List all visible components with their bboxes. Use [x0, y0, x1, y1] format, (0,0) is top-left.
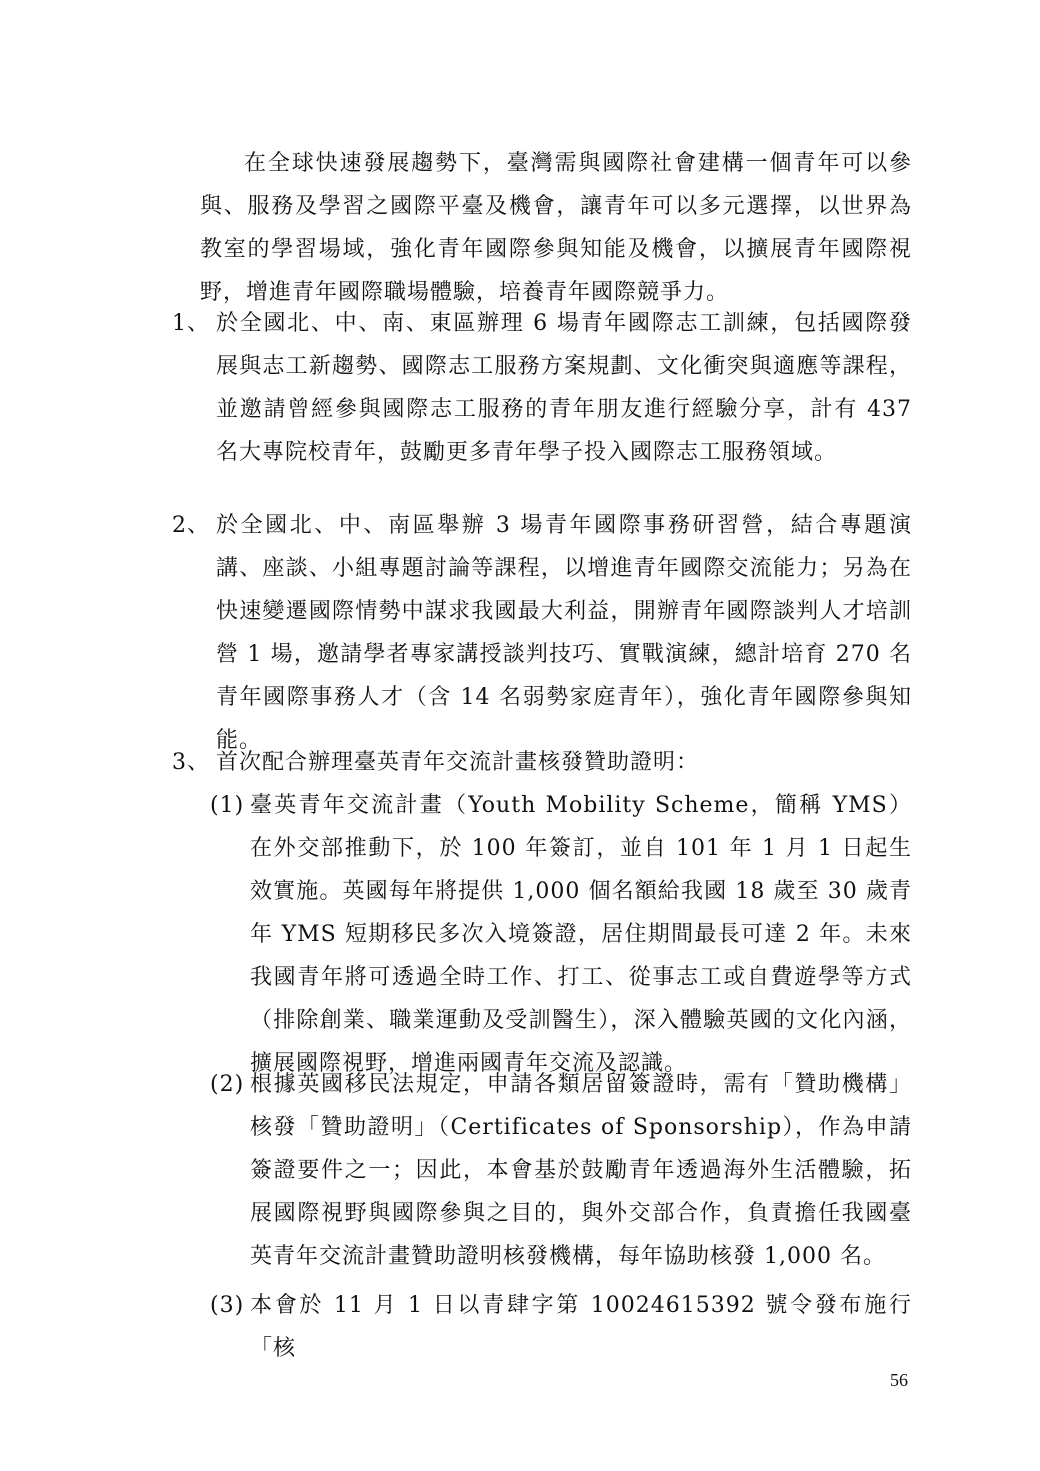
list-item-3	[172, 741, 912, 784]
list-item-number: 1、	[172, 311, 210, 336]
list-item-1	[172, 302, 912, 474]
sub-item-2	[210, 1063, 912, 1278]
list-item-text: 於全國北、中、南、東區辦理 6 場青年國際志工訓練，包括國際發展與志工新趨勢、國際志工服務方案規劃、文化衝突與適應等課程，並邀請曾經參與國際志工服務的青年朋友進行經驗分享，計有 437 名大專院校青年，鼓勵更多青年學子投入國際志工服務領域。	[216, 311, 912, 465]
list-item-2	[172, 504, 912, 762]
sub-item-number: (3)	[210, 1293, 245, 1318]
sub-item-text: 臺英青年交流計畫（Youth Mobility Scheme，簡稱 YMS）在外交部推動下，於 100 年簽訂，並自 101 年 1 月 1 日起生效實施。英國每年將提供 1,000 個名額給我國 18 歲至 30 歲青年 YMS 短期移民多次入境簽證，居住期間最長可達 2 年。未來我國青年將可透過全時工作、打工、從事志工或自費遊學等方式（排除創業、職業運動及受訓醫生），深入體驗英國的文化內涵，擴展國際視野，增進兩國青年交流及認識。	[250, 793, 912, 1076]
list-item-number: 3、	[172, 750, 210, 775]
list-item-number: 2、	[172, 513, 210, 538]
intro-paragraph: 在全球快速發展趨勢下，臺灣需與國際社會建構一個青年可以參與、服務及學習之國際平臺及機會，讓青年可以多元選擇，以世界為教室的學習場域，強化青年國際參與知能及機會，以擴展青年國際視野，增進青年國際職場體驗，培養青年國際競爭力。	[200, 151, 912, 305]
sub-item-number: (1)	[210, 793, 245, 818]
list-item-text: 首次配合辦理臺英青年交流計畫核發贊助證明：	[216, 750, 700, 775]
list-item-text: 於全國北、中、南區舉辦 3 場青年國際事務研習營，結合專題演講、座談、小組專題討論等課程，以增進青年國際交流能力；另為在快速變遷國際情勢中謀求我國最大利益，開辦青年國際談判人才培訓營 1 場，邀請學者專家講授談判技巧、實戰演練，總計培育 270 名青年國際事務人才（含 14 名弱勢家庭青年），強化青年國際參與知能。	[216, 513, 912, 753]
sub-item-1	[210, 784, 912, 1085]
sub-item-3	[210, 1284, 912, 1370]
sub-item-number: (2)	[210, 1072, 245, 1097]
sub-item-text: 本會於 11 月 1 日以青肆字第 10024615392 號令發布施行「核	[250, 1293, 912, 1361]
sub-item-text: 根據英國移民法規定，申請各類居留簽證時，需有「贊助機構」核發「贊助證明」（Certificates of Sponsorship），作為申請簽證要件之一；因此，本會基於鼓勵青年透過海外生活體驗，拓展國際視野與國際參與之目的，與外交部合作，負責擔任我國臺英青年交流計畫贊助證明核發機構，每年協助核發 1,000 名。	[250, 1072, 912, 1269]
page-number: 56	[890, 1370, 908, 1390]
